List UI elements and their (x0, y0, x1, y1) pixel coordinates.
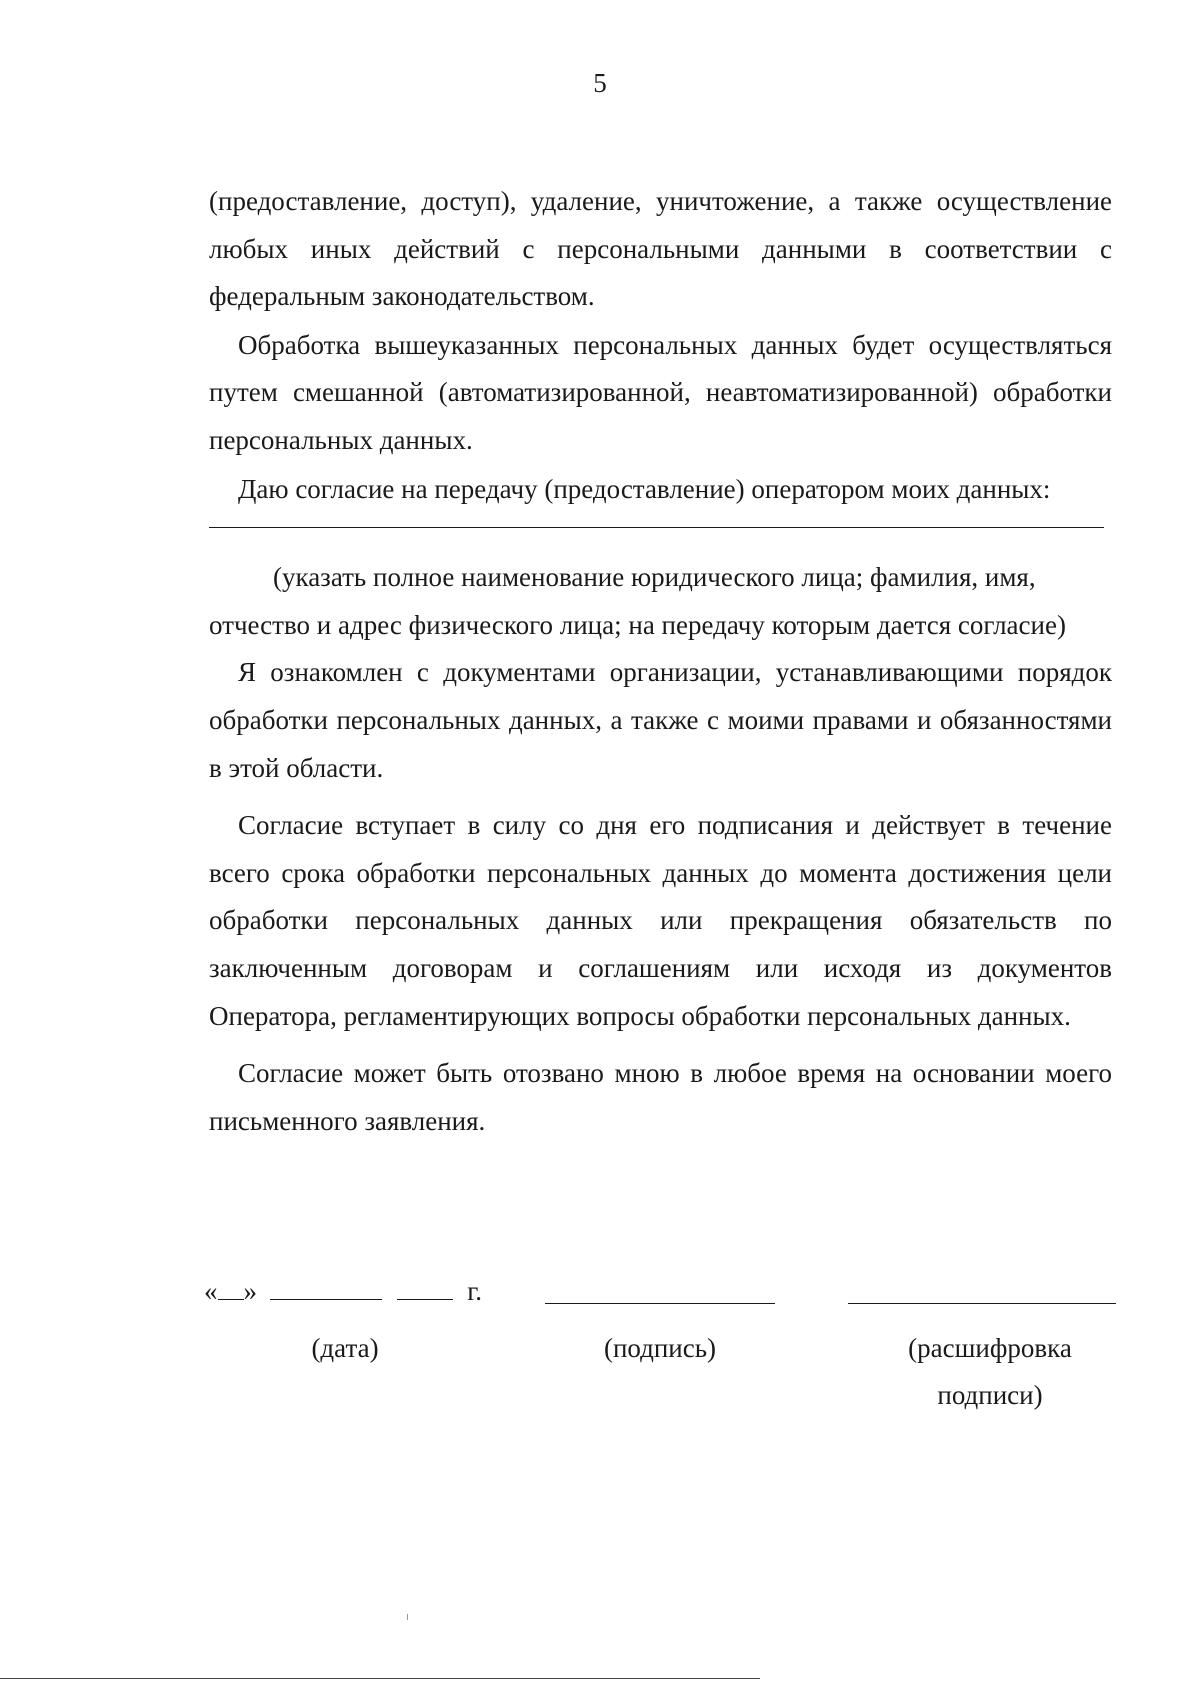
date-month-blank[interactable] (270, 1277, 382, 1300)
decoding-caption-line-2: подписи) (937, 1380, 1043, 1410)
decoding-caption (860, 1325, 1120, 1419)
date-field (204, 1276, 482, 1307)
scan-speck (407, 1614, 408, 1620)
paragraph-revocation: Согласие может быть отозвано мною в любое время на основании моего письменного заявления. (209, 1058, 1112, 1136)
recipient-hint-line-2: отчество и адрес физического лица; на передачу которым дается согласие) (209, 609, 1066, 640)
paragraph-acquaintance: Я ознакомлен с документами организации, устанавливающими порядок обработки персональных данных, а также с моими правами и обязанностями в этой области. (209, 657, 1112, 783)
scan-edge-line (0, 1678, 760, 1679)
signature-row (0, 1276, 1200, 1316)
paragraph-processing-method: Обработка вышеуказанных персональных данных будет осуществляться путем смешанной (автоматизированной, неавтоматизированной) обработки персональных данных. (209, 329, 1112, 455)
signature-caption: (подпись) (603, 1333, 717, 1363)
document-body (209, 178, 1112, 1145)
date-open-quote: « (204, 1276, 218, 1306)
recipient-fill-line[interactable] (209, 527, 1104, 528)
paragraph-validity: Согласие вступает в силу со дня его подписания и действует в течение всего срока обработки персональных данных до момента достижения цели обработки персональных данных или прекращения обязательств по заключенным договорам и соглашениям или исходя из документов Оператора, регламентирующих вопросы обработки персональных данных. (209, 810, 1112, 1031)
date-year-blank[interactable] (397, 1277, 453, 1300)
date-close-quote: » (243, 1276, 257, 1306)
signature-line[interactable] (545, 1303, 775, 1304)
recipient-hint (209, 554, 1112, 649)
decoding-line[interactable] (848, 1303, 1116, 1304)
date-year-suffix: г. (467, 1276, 483, 1306)
date-caption: (дата) (311, 1333, 379, 1363)
date-day-blank[interactable] (218, 1277, 244, 1300)
recipient-hint-line-1: (указать полное наименование юридического лица; фамилия, имя, (273, 562, 1036, 593)
paragraph-processing-actions: (предоставление, доступ), удаление, уничтожение, а также осуществление любых иных действий с персональными данными в соответствии с федеральным законодательством. (209, 186, 1112, 312)
paragraph-transfer-consent: Даю согласие на передачу (предоставление) оператором моих данных: (238, 473, 1051, 504)
decoding-caption-line-1: (расшифровка (908, 1333, 1072, 1363)
page-number: 5 (593, 68, 607, 98)
